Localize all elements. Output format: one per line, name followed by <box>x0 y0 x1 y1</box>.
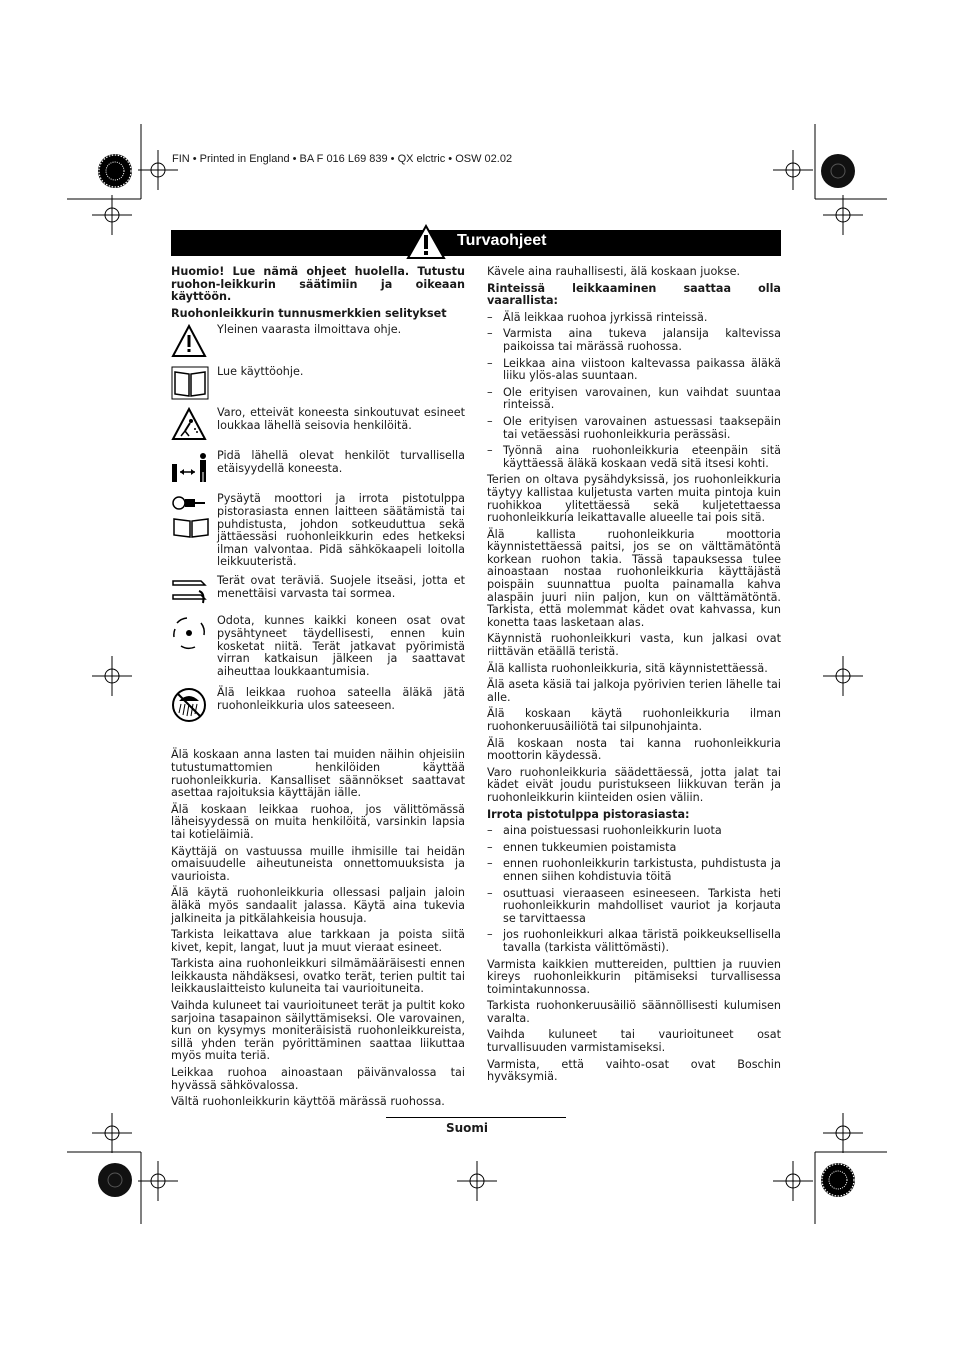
manual-icon <box>171 366 209 400</box>
paragraph: Tarkista ruohonkeruusäiliö säännöllisesti kulumisen varalta. <box>487 999 781 1025</box>
paragraph: Vaihda kuluneet tai vaurioituneet osat turvallisuuden varmistamiseksi. <box>487 1028 781 1055</box>
warning-icon <box>171 324 207 358</box>
paragraph: Vältä ruohonleikkurin käyttöä märässä ruohossa. <box>171 1095 445 1109</box>
symbol-text: Pidä lähellä olevat henkilöt turvallisella etäisyydellä koneesta. <box>217 449 465 475</box>
paragraph: Älä käytä ruohonleikkuria ollessasi paljain jaloin äläkä myös sandaalit jalassa. Käytä aina tukevia jalkineita ja pitkälahkeisia housuja. <box>171 886 465 925</box>
symbol-row <box>171 687 465 749</box>
list-item: – Leikkaa aina viistoon kaltevassa paikassa äläkä liiku ylös-alas suuntaan. <box>487 356 781 383</box>
no-rain-icon <box>171 687 207 723</box>
list-item: – Ole erityisen varovainen, kun vaihdat suuntaa rinteissä. <box>487 385 781 412</box>
unplug-icon <box>171 493 211 539</box>
symbol-text: Yleinen vaarasta ilmoittava ohje. <box>217 323 402 337</box>
paragraph: Älä kallista ruohonleikkuria, sitä käynnistettäessä. <box>487 661 768 675</box>
intro-text: Huomio! Lue nämä ohjeet huolella. Tutustu ruohon-leikkurin säätimiin ja oikeaan käyttöön. <box>171 265 465 304</box>
symbol-row <box>171 450 465 493</box>
list-item: – Varmista aina tukeva jalansija kaltevissa paikoissa tai märässä ruohossa. <box>487 327 781 353</box>
list-item: – Älä leikkaa ruohoa jyrkissä rinteissä. <box>487 310 708 324</box>
list-item: – jos ruohonleikkuri alkaa täristä poikkeuksellisella tavalla (tarkista välittömästi). <box>487 928 781 954</box>
symbol-text: Lue käyttöohje. <box>217 365 304 379</box>
paragraph: Käyttäjä on vastuussa muille ihmisille tai heidän omaisuudelle aiheutuneista onnettomuuksista ja vaurioista. <box>171 844 465 883</box>
symbol-text: Odota, kunnes kaikki koneen osat ovat pysähtyneet täydellisesti, ennen kuin kosketat niitä. Terät jatkavat pyörimistä virran katkaisun jälkeen ja saattavat aiheuttaa loukkaantumisia. <box>217 614 465 678</box>
list-item: – ennen tukkeumien poistamista <box>487 840 677 854</box>
paragraph: Älä koskaan leikkaa ruohoa, jos välittömässä läheisyydessä on muita henkilöitä, varsinkin lapsia tai kotieläimiä. <box>171 802 465 841</box>
paragraph: Tarkista leikattava alue tarkkaan ja poista siitä kivet, kepit, langat, luut ja muut vieraat esineet. <box>171 928 465 954</box>
list-item: – Työnnä aina ruohonleikkuria eteenpäin sitä käyttäessä äläkä koskaan vedä sitä itsesi kohti. <box>487 444 781 470</box>
list-item: – ennen ruohonleikkurin tarkistusta, puhdistusta ja ennen siihen kohdistuvia töitä <box>487 857 781 883</box>
paragraph: Älä koskaan nosta tai kanna ruohonleikkuria moottorin käydessä. <box>487 736 781 763</box>
symbol-row <box>171 407 465 450</box>
symbol-row <box>171 324 465 366</box>
distance-person-icon <box>171 450 211 484</box>
paragraph: Älä aseta käsiä tai jalkoja pyörivien terien lähelle tai alle. <box>487 678 781 704</box>
paragraph: Älä kallista ruohonleikkuria moottoria käynnistettäessä paitsi, jos se on välttämätöntä korkean ruohon takia. Tässä tapauksessa tulee ainoastaan nostaa ruohonleikkuria käyttäjästä poispäin suunnattua puolta painamalla kahva alaspäin juuri niin paljon, kun on välttämätöntä. Tarkista, että molemmat kädet ovat kahvassa, kun konetta taas lasketaan alas. <box>487 527 781 629</box>
warning-icon <box>406 224 446 260</box>
symbol-text: Varo, etteivät koneesta sinkoutuvat esineet loukkaa lähellä seisovia henkilöitä. <box>217 406 465 432</box>
paragraph: Kävele aina rauhallisesti, älä koskaan juokse. <box>487 265 741 278</box>
symbol-row <box>171 575 465 615</box>
list-item: – Ole erityisen varovainen astuessasi taaksepäin tai vetäessäsi ruohonleikkuria perässäsi. <box>487 414 781 441</box>
paragraph: Vaihda kuluneet tai vaurioituneet terät ja pultit koko sarjoina tasapainon säilyttämiseksi. Ole varovainen, kun on kysymys moniteräisistä ruohonleikkureista, sillä yhden terän pyörittäminen saattaa liikuttaa myös muita teriä. <box>171 999 465 1063</box>
left-column <box>171 266 465 1113</box>
symbol-row <box>171 615 465 687</box>
paragraph: Älä koskaan käytä ruohonleikkuria ilman ruohonkeruusäiliötä tai silpunohjainta. <box>487 707 781 733</box>
paragraph: Tarkista aina ruohonleikkuri silmämääräisesti ennen leikkausta nähdäksesi, ovatko terät, terien pultit tai leikkauslaitteisto kuluneita tai vaurioituneita. <box>171 957 465 996</box>
symbol-row <box>171 366 465 407</box>
symbols-heading: Ruohonleikkurin tunnusmerkkien selitykset <box>171 306 447 320</box>
paragraph: Älä koskaan anna lasten tai muiden näihin ohjeisiin tutustumattomien henkilöiden käyttää ruohonleikkuria. Kansalliset säännökset saattavat asettaa rajoituksia käyttäjän iälle. <box>171 748 465 800</box>
sharp-blades-icon <box>171 575 211 607</box>
page-title: Turvaohjeet <box>457 232 547 249</box>
paragraph: Varmista kaikkien muttereiden, pulttien ja ruuvien kireys ruohonleikkurin pitämiseksi turvallisessa toimintakunnossa. <box>487 957 781 996</box>
symbol-text: Pysäytä moottori ja irrota pistotulppa pistorasiasta ennen laitteen säätämistä tai puhdistusta, johdon sotkeuduttua sekä jättäessäsi ruohonleikkurin edes hetkeksi ilman valvontaa. Pidä sähkökaapeli loitolla leikkuuteristä. <box>217 492 465 569</box>
right-column <box>487 266 781 1088</box>
print-info-line: FIN • Printed in England • BA F 016 L69 839 • QX elctric • OSW 02.02 <box>172 153 513 165</box>
symbol-text: Älä leikkaa ruohoa sateella äläkä jätä ruohonleikkuria ulos sateeseen. <box>217 686 465 712</box>
paragraph: Varo ruohonleikkuria säädettäessä, jotta jalat tai kädet eivät joudu puristukseen liikkuvan terän ja ruohonleikkurin kiinteiden osien väliin. <box>487 765 781 804</box>
list-item: – osuttuasi vieraaseen esineeseen. Tarkista heti ruohonleikkurin mahdolliset vauriot ja korjauta se tarvittaessa <box>487 886 781 925</box>
slopes-heading: Rinteissä leikkaaminen saattaa olla vaarallista: <box>487 281 781 308</box>
footer-divider <box>386 1117 566 1118</box>
paragraph: Terien on oltava pysähdyksissä, jos ruohonleikkuria täytyy kallistaa kuljetusta varten muita pintoja kuin ruohikkoa ylitettäessä sekä kuljetettaessa ruohonleikkuria leikattavalle alueelle tai pois sitä. <box>487 473 781 525</box>
rotating-parts-icon <box>171 615 207 651</box>
paragraph: Leikkaa ruohoa ainoastaan päivänvalossa tai hyvässä sähkövalossa. <box>171 1066 465 1092</box>
paragraph: Varmista, että vaihto-osat ovat Boschin hyväksymiä. <box>487 1057 781 1084</box>
list-item: – aina poistuessasi ruohonleikkurin luota <box>487 824 722 838</box>
unplug-heading: Irrota pistotulppa pistorasiasta: <box>487 807 690 821</box>
title-bar <box>171 230 781 256</box>
symbol-row <box>171 493 465 575</box>
paragraph: Käynnistä ruohonleikkuri vasta, kun jalkasi ovat riittävän etäällä teristä. <box>487 632 781 659</box>
flying-objects-icon <box>171 407 207 441</box>
symbol-text: Terät ovat teräviä. Suojele itseäsi, jotta et menettäisi varvasta tai sormea. <box>217 574 465 600</box>
footer-language: Suomi <box>446 1121 489 1135</box>
